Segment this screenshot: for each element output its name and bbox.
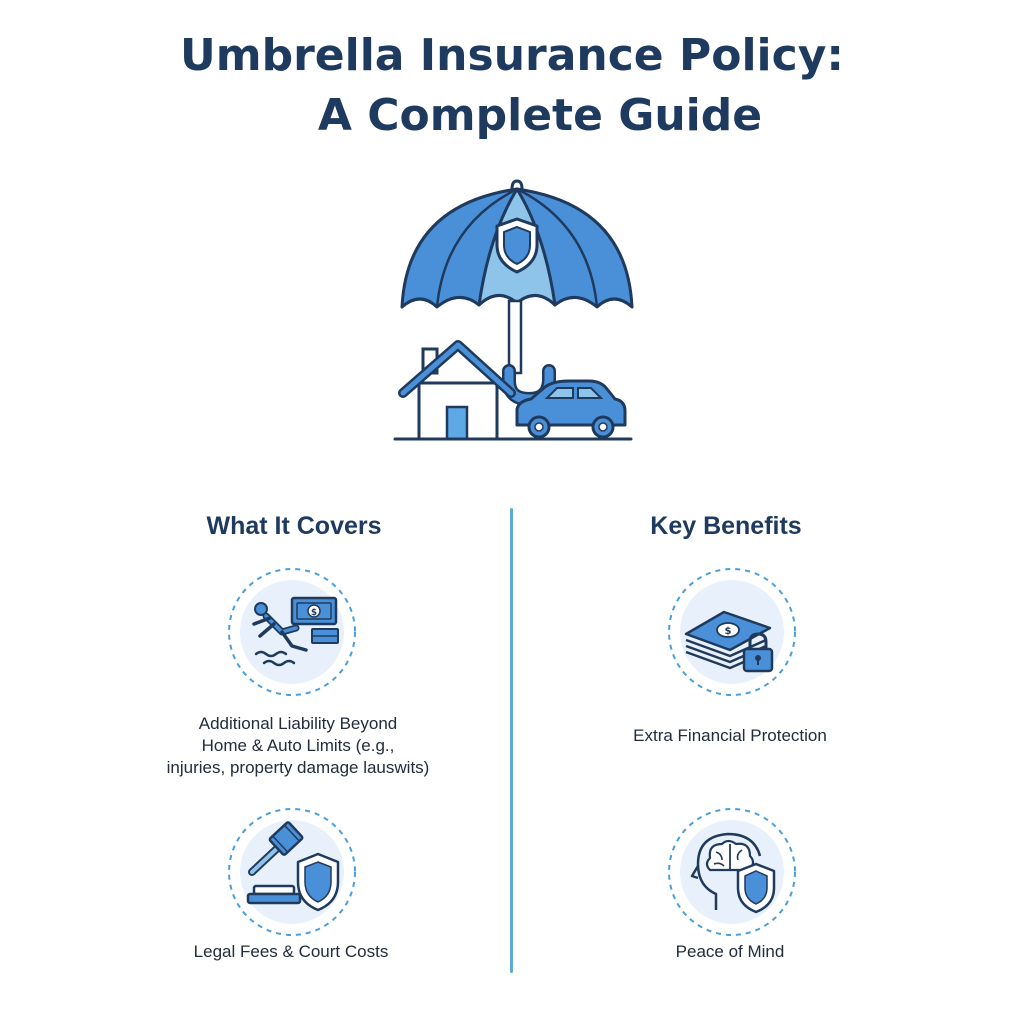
covers-heading: What It Covers xyxy=(206,512,382,540)
car-icon xyxy=(517,381,625,437)
column-divider xyxy=(510,508,513,973)
benefit-badge-peace xyxy=(666,806,798,938)
benefit-caption-financial xyxy=(550,725,910,747)
page-title-line-1: Umbrella Insurance Policy: xyxy=(180,30,844,81)
coverage-caption-liability xyxy=(118,713,478,779)
benefits-heading: Key Benefits xyxy=(650,512,802,540)
benefit-badge-financial xyxy=(666,566,798,698)
house-icon xyxy=(403,345,511,439)
coverage-caption-legal xyxy=(111,941,471,963)
caption-line: Additional Liability Beyond xyxy=(198,714,398,733)
shield-icon xyxy=(497,219,537,272)
caption-line: Peace of Mind xyxy=(675,942,785,961)
umbrella-house-car-illustration xyxy=(385,175,645,450)
caption-line: Extra Financial Protection xyxy=(633,726,827,745)
svg-text:$: $ xyxy=(724,626,732,637)
coverage-badge-legal xyxy=(226,806,358,938)
svg-text:$: $ xyxy=(310,608,318,618)
caption-line: Legal Fees & Court Costs xyxy=(193,942,389,961)
coverage-badge-liability xyxy=(226,566,358,698)
benefit-caption-peace xyxy=(550,941,910,963)
caption-line: injuries, property damage lauswits) xyxy=(166,758,430,777)
caption-line: Home & Auto Limits (e.g., xyxy=(201,736,395,755)
page-title-line-2: A Complete Guide xyxy=(317,90,763,141)
